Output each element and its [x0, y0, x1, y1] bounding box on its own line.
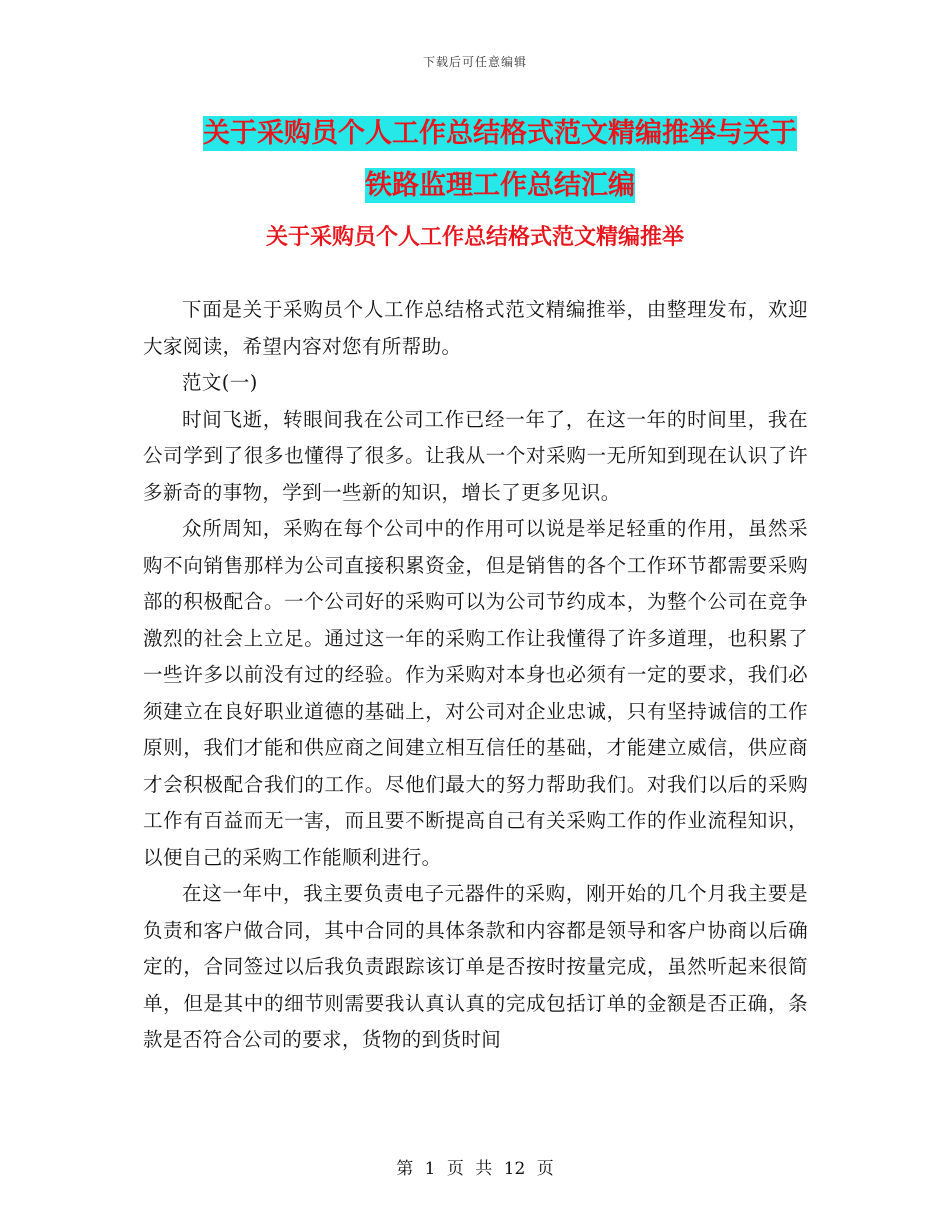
- paragraph: 在这一年中，我主要负责电子元器件的采购，刚开始的几个月我主要是负责和客户做合同，其中合同的具体条款和内容都是领导和客户协商以后确定的，合同签过以后我负责跟踪该订单是否按时按量完成，虽然听起来很简单，但是其中的细节则需要我认真认真的完成包括订单的金额是否正确，条款是否符合公司的要求，货物的到货时间: [143, 882, 808, 1051]
- paragraph-intro: 下面是关于采购员个人工作总结格式范文精编推举，由整理发布，欢迎大家阅读，希望内容对您有所帮助。: [143, 298, 808, 358]
- paragraph: 时间飞逝，转眼间我在公司工作已经一年了，在这一年的时间里，我在公司学到了很多也懂得了很多。让我从一个对采购一无所知到现在认识了许多新奇的事物，学到一些新的知识，增长了更多见识。: [143, 407, 808, 504]
- page-footer: 第 1 页 共 12 页: [396, 1159, 554, 1179]
- paragraph: 众所周知，采购在每个公司中的作用可以说是举足轻重的作用，虽然采购不向销售那样为公司直接积累资金，但是销售的各个工作环节都需要采购部的积极配合。一个公司好的采购可以为公司节约成本，为整个公司在竞争激烈的社会上立足。通过这一年的采购工作让我懂得了许多道理，也积累了一些许多以前没有过的经验。作为采购对本身也必须有一定的要求，我们必须建立在良好职业道德的基础上，对公司对企业忠诚，只有坚持诚信的工作原则，我们才能和供应商之间建立相互信任的基础，才能建立威信，供应商才会积极配合我们的工作。尽他们最大的努力帮助我们。对我们以后的采购工作有百益而无一害，而且要不断提高自己有关采购工作的作业流程知识，以便自己的采购工作能顺利进行。: [143, 517, 808, 869]
- section-title: 关于采购员个人工作总结格式范文精编推举: [265, 225, 684, 250]
- page-header-note: 下载后可任意编辑: [422, 55, 527, 69]
- main-title-highlight: 关于采购员个人工作总结格式范文精编推举与关于铁路监理工作总结汇编: [203, 118, 797, 201]
- body-text: [143, 292, 808, 1059]
- main-title: [190, 108, 810, 212]
- paragraph-sample-label: 范文(一): [182, 371, 258, 394]
